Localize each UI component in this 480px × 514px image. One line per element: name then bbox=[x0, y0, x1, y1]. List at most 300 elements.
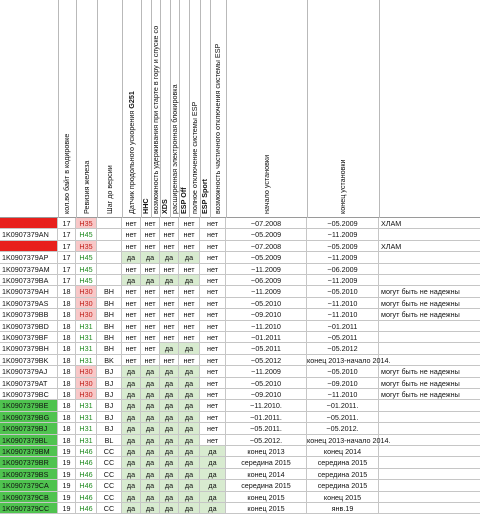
cell-note: могут быть не надежны bbox=[379, 309, 480, 320]
cell-step: BH bbox=[97, 343, 122, 354]
cell-bytes: 18 bbox=[58, 435, 76, 446]
cell-xds: да bbox=[160, 275, 179, 286]
cell-start: ~09.2010 bbox=[226, 309, 307, 320]
cell-step: BL bbox=[97, 435, 122, 446]
cell-off: да bbox=[179, 446, 200, 457]
cell-pn: 1K0907379BB bbox=[0, 309, 58, 320]
cell-bytes: 17 bbox=[58, 218, 76, 229]
cell-bytes: 18 bbox=[58, 286, 76, 297]
table-row bbox=[0, 480, 480, 491]
cell-bytes: 19 bbox=[58, 469, 76, 480]
cell-g251: да bbox=[122, 275, 141, 286]
header-label: возможность частичного отключения системы ESP bbox=[213, 43, 222, 214]
cell-g251: да bbox=[122, 366, 141, 377]
cell-g251: нет bbox=[122, 309, 141, 320]
cell-pn: 1K0907379BH bbox=[0, 343, 58, 354]
cell-g251: нет bbox=[122, 241, 141, 252]
header-h_end bbox=[307, 0, 379, 218]
cell-start: конец 2014 bbox=[226, 469, 307, 480]
header-h_espsport2 bbox=[210, 0, 226, 218]
header-label: кол.во байт в кодировке bbox=[62, 133, 71, 214]
cell-pn: 1K0907379CB bbox=[0, 492, 58, 503]
cell-note bbox=[379, 412, 480, 423]
cell-rev: H46 bbox=[76, 503, 97, 514]
table-row bbox=[0, 412, 480, 423]
cell-pn: 1K0907379AP bbox=[0, 252, 58, 263]
table-row bbox=[0, 252, 480, 263]
cell-note: могут быть не надежны bbox=[379, 366, 480, 377]
cell-rev: H31 bbox=[76, 400, 97, 411]
cell-hhc: нет bbox=[141, 332, 160, 343]
cell-hhc: да bbox=[141, 469, 160, 480]
cell-off: да bbox=[179, 389, 200, 400]
cell-rev: H31 bbox=[76, 332, 97, 343]
cell-sport: нет bbox=[200, 298, 226, 309]
header-h_xds bbox=[160, 0, 170, 218]
cell-rev: H30 bbox=[76, 309, 97, 320]
table-row bbox=[0, 400, 480, 411]
cell-xds: да bbox=[160, 492, 179, 503]
cell-end: ~05.2009 bbox=[307, 241, 379, 252]
cell-start: ~05.2012. bbox=[226, 435, 307, 446]
cell-note bbox=[379, 435, 480, 446]
cell-bytes: 18 bbox=[58, 355, 76, 366]
cell-off: нет bbox=[179, 264, 200, 275]
cell-step bbox=[97, 241, 122, 252]
cell-sport: да bbox=[200, 503, 226, 514]
cell-g251: нет bbox=[122, 264, 141, 275]
cell-bytes: 18 bbox=[58, 309, 76, 320]
cell-xds: нет bbox=[160, 321, 179, 332]
cell-end: ~01.2011. bbox=[307, 400, 379, 411]
cell-sport: нет bbox=[200, 435, 226, 446]
header-label: ESP Sport bbox=[200, 178, 209, 214]
cell-sport: нет bbox=[200, 321, 226, 332]
cell-bytes: 18 bbox=[58, 412, 76, 423]
cell-start: конец 2013 bbox=[226, 446, 307, 457]
cell-step: BJ bbox=[97, 423, 122, 434]
cell-xds: нет bbox=[160, 298, 179, 309]
cell-rev: H31 bbox=[76, 412, 97, 423]
cell-rev: H31 bbox=[76, 435, 97, 446]
cell-g251: да bbox=[122, 378, 141, 389]
cell-hhc: да bbox=[141, 275, 160, 286]
cell-end: ~05.2009 bbox=[307, 218, 379, 229]
cell-off: нет bbox=[179, 321, 200, 332]
cell-start: ~11.2010 bbox=[226, 321, 307, 332]
cell-start: ~05.2009 bbox=[226, 252, 307, 263]
cell-step bbox=[97, 218, 122, 229]
cell-pn: 1K0907379AT bbox=[0, 378, 58, 389]
header-h_espoff bbox=[179, 0, 189, 218]
cell-sport: да bbox=[200, 469, 226, 480]
cell-start: середина 2015 bbox=[226, 480, 307, 491]
cell-rev: H30 bbox=[76, 366, 97, 377]
cell-hhc: да bbox=[141, 400, 160, 411]
cell-start: ~05.2011. bbox=[226, 423, 307, 434]
cell-bytes: 17 bbox=[58, 229, 76, 240]
cell-hhc: да bbox=[141, 389, 160, 400]
header-h_xds2 bbox=[170, 0, 179, 218]
cell-start: ~09.2010 bbox=[226, 389, 307, 400]
cell-end: середина 2015 bbox=[307, 457, 379, 468]
cell-note bbox=[379, 275, 480, 286]
cell-hhc: нет bbox=[141, 321, 160, 332]
cell-end: середина 2015 bbox=[307, 480, 379, 491]
cell-note bbox=[379, 457, 480, 468]
table-row bbox=[0, 321, 480, 332]
cell-start: ~01.2011. bbox=[226, 412, 307, 423]
cell-sport: нет bbox=[200, 378, 226, 389]
cell-start: конец 2015 bbox=[226, 503, 307, 514]
cell-xds: да bbox=[160, 343, 179, 354]
cell-sport: нет bbox=[200, 332, 226, 343]
cell-off: да bbox=[179, 343, 200, 354]
cell-bytes: 19 bbox=[58, 446, 76, 457]
cell-note bbox=[379, 321, 480, 332]
cell-xds: да bbox=[160, 469, 179, 480]
cell-xds: да bbox=[160, 378, 179, 389]
cell-hhc: да bbox=[141, 503, 160, 514]
cell-end: ~11.2010 bbox=[307, 298, 379, 309]
cell-end: ~05.2010 bbox=[307, 286, 379, 297]
table-row bbox=[0, 492, 480, 503]
cell-g251: да bbox=[122, 480, 141, 491]
table-row bbox=[0, 275, 480, 286]
table-header bbox=[0, 0, 480, 218]
cell-note bbox=[379, 423, 480, 434]
cell-step: CC bbox=[97, 480, 122, 491]
cell-step bbox=[97, 252, 122, 263]
cell-off: да bbox=[179, 457, 200, 468]
cell-step: BJ bbox=[97, 378, 122, 389]
table-row bbox=[0, 332, 480, 343]
cell-end: ~11.2010 bbox=[307, 309, 379, 320]
cell-off: да bbox=[179, 503, 200, 514]
cell-sport: да bbox=[200, 446, 226, 457]
cell-hhc: нет bbox=[141, 264, 160, 275]
cell-end: ~01.2011 bbox=[307, 321, 379, 332]
cell-end: ~05.2010 bbox=[307, 366, 379, 377]
cell-step: BJ bbox=[97, 412, 122, 423]
cell-g251: нет bbox=[122, 298, 141, 309]
cell-off: нет bbox=[179, 355, 200, 366]
cell-rev: H31 bbox=[76, 423, 97, 434]
header-label: XDS bbox=[160, 199, 169, 214]
cell-step: BH bbox=[97, 321, 122, 332]
table-row bbox=[0, 241, 480, 252]
cell-off: да bbox=[179, 492, 200, 503]
cell-start: ~01.2011 bbox=[226, 332, 307, 343]
cell-pn: 1K0907379CA bbox=[0, 480, 58, 491]
cell-xds: да bbox=[160, 457, 179, 468]
cell-xds: нет bbox=[160, 229, 179, 240]
cell-step: CC bbox=[97, 469, 122, 480]
cell-xds: нет bbox=[160, 241, 179, 252]
cell-sport: нет bbox=[200, 252, 226, 263]
cell-hhc: нет bbox=[141, 355, 160, 366]
table-row bbox=[0, 366, 480, 377]
cell-start: ~07.2008 bbox=[226, 241, 307, 252]
cell-start: ~11.2009 bbox=[226, 366, 307, 377]
header-h_start bbox=[226, 0, 307, 218]
cell-sport: да bbox=[200, 480, 226, 491]
cell-pn: 1K0907379BF bbox=[0, 332, 58, 343]
cell-step: BJ bbox=[97, 389, 122, 400]
cell-off: да bbox=[179, 378, 200, 389]
cell-hhc: нет bbox=[141, 218, 160, 229]
cell-off: да bbox=[179, 423, 200, 434]
table-row bbox=[0, 298, 480, 309]
cell-rev: H30 bbox=[76, 286, 97, 297]
table-row bbox=[0, 469, 480, 480]
cell-hhc: да bbox=[141, 480, 160, 491]
cell-hhc: нет bbox=[141, 229, 160, 240]
cell-sport: нет bbox=[200, 423, 226, 434]
cell-sport: нет bbox=[200, 229, 226, 240]
cell-pn: 1K0907379BA bbox=[0, 275, 58, 286]
cell-bytes: 18 bbox=[58, 423, 76, 434]
header-label: Шаг до версии bbox=[104, 165, 114, 214]
cell-off: нет bbox=[179, 218, 200, 229]
cell-xds: нет bbox=[160, 218, 179, 229]
cell-step: BK bbox=[97, 355, 122, 366]
cell-note bbox=[379, 264, 480, 275]
header-h_hhc bbox=[141, 0, 151, 218]
cell-g251: нет bbox=[122, 343, 141, 354]
cell-g251: да bbox=[122, 469, 141, 480]
header-h_hhc2 bbox=[151, 0, 160, 218]
cell-pn: 1K0907379AS bbox=[0, 298, 58, 309]
header-h_bytes bbox=[58, 0, 76, 218]
cell-start: ~05.2012 bbox=[226, 355, 307, 366]
cell-pn: 1K0907379BE bbox=[0, 400, 58, 411]
cell-pn: 1K0907379AN bbox=[0, 229, 58, 240]
header-label: Датчик продольного ускорения G251 bbox=[126, 91, 136, 214]
cell-sport: да bbox=[200, 492, 226, 503]
table-row bbox=[0, 435, 480, 446]
cell-off: нет bbox=[179, 298, 200, 309]
cell-end: ~11.2010 bbox=[307, 389, 379, 400]
cell-step: BH bbox=[97, 286, 122, 297]
cell-g251: да bbox=[122, 457, 141, 468]
cell-rev: H45 bbox=[76, 275, 97, 286]
cell-rev: H31 bbox=[76, 343, 97, 354]
cell-end: ~05.2012 bbox=[307, 343, 379, 354]
cell-xds: да bbox=[160, 503, 179, 514]
cell-rev: H30 bbox=[76, 298, 97, 309]
cell-hhc: да bbox=[141, 423, 160, 434]
cell-rev: H31 bbox=[76, 321, 97, 332]
header-h_espoff2 bbox=[189, 0, 200, 218]
cell-bytes: 18 bbox=[58, 298, 76, 309]
cell-pn: 1K0907379BR bbox=[0, 457, 58, 468]
cell-xds: нет bbox=[160, 355, 179, 366]
header-label: Ревизия железа bbox=[81, 160, 91, 214]
cell-rev: H45 bbox=[76, 229, 97, 240]
cell-off: да bbox=[179, 275, 200, 286]
cell-start: ~07.2008 bbox=[226, 218, 307, 229]
cell-g251: нет bbox=[122, 321, 141, 332]
cell-xds: да bbox=[160, 412, 179, 423]
cell-rev: H45 bbox=[76, 252, 97, 263]
cell-note bbox=[379, 332, 480, 343]
cell-hhc: да bbox=[141, 435, 160, 446]
cell-step: CC bbox=[97, 446, 122, 457]
cell-start: ~05.2010 bbox=[226, 378, 307, 389]
cell-end: ~05.2011. bbox=[307, 412, 379, 423]
table-row bbox=[0, 343, 480, 354]
cell-bytes: 19 bbox=[58, 457, 76, 468]
cell-bytes: 18 bbox=[58, 366, 76, 377]
cell-start: середина 2015 bbox=[226, 457, 307, 468]
cell-off: нет bbox=[179, 241, 200, 252]
cell-step: BH bbox=[97, 332, 122, 343]
cell-end: конец 2014 bbox=[307, 446, 379, 457]
table-row bbox=[0, 503, 480, 514]
header-label: расширенная электронная блокировка bbox=[169, 84, 179, 214]
table-row bbox=[0, 389, 480, 400]
cell-g251: нет bbox=[122, 229, 141, 240]
cell-g251: нет bbox=[122, 332, 141, 343]
cell-g251: да bbox=[122, 400, 141, 411]
table-row bbox=[0, 309, 480, 320]
cell-note bbox=[379, 480, 480, 491]
cell-start: конец 2015 bbox=[226, 492, 307, 503]
cell-sport: нет bbox=[200, 343, 226, 354]
cell-g251: нет bbox=[122, 355, 141, 366]
cell-hhc: нет bbox=[141, 343, 160, 354]
cell-g251: да bbox=[122, 423, 141, 434]
cell-start: ~05.2009 bbox=[226, 229, 307, 240]
header-label: полное отключение системы ESP bbox=[189, 101, 199, 214]
cell-sport: нет bbox=[200, 366, 226, 377]
cell-pn: 1K0907379BS bbox=[0, 469, 58, 480]
cell-hhc: нет bbox=[141, 241, 160, 252]
cell-note: ХЛАМ bbox=[379, 241, 480, 252]
cell-bytes: 17 bbox=[58, 241, 76, 252]
cell-end: ~05.2011 bbox=[307, 332, 379, 343]
cell-end: ~09.2010 bbox=[307, 378, 379, 389]
cell-pn: 1K0907379BL bbox=[0, 435, 58, 446]
cell-pn: 1K0907379BJ bbox=[0, 423, 58, 434]
cell-rev: H46 bbox=[76, 480, 97, 491]
cell-start: ~11.2010. bbox=[226, 400, 307, 411]
cell-pn: 1K0907379BM bbox=[0, 446, 58, 457]
cell-xds: да bbox=[160, 423, 179, 434]
cell-rev: H46 bbox=[76, 446, 97, 457]
table-row bbox=[0, 355, 480, 366]
cell-bytes: 18 bbox=[58, 343, 76, 354]
cell-rev: H30 bbox=[76, 378, 97, 389]
cell-off: да bbox=[179, 480, 200, 491]
cell-end: ~05.2012. bbox=[307, 423, 379, 434]
cell-bytes: 18 bbox=[58, 321, 76, 332]
cell-hhc: нет bbox=[141, 286, 160, 297]
cell-pn: 1K0907379AH bbox=[0, 286, 58, 297]
cell-note bbox=[379, 446, 480, 457]
cell-xds: нет bbox=[160, 286, 179, 297]
cell-note bbox=[379, 400, 480, 411]
cell-rev: H46 bbox=[76, 469, 97, 480]
cell-step: CC bbox=[97, 492, 122, 503]
header-h_rev bbox=[76, 0, 97, 218]
cell-end: конец 2013-начало 2014. bbox=[307, 355, 391, 365]
cell-off: нет bbox=[179, 309, 200, 320]
cell-sport: да bbox=[200, 457, 226, 468]
cell-sport: нет bbox=[200, 400, 226, 411]
cell-pn: 1K0907379AM bbox=[0, 264, 58, 275]
cell-g251: да bbox=[122, 492, 141, 503]
table-row bbox=[0, 423, 480, 434]
table-row bbox=[0, 264, 480, 275]
cell-pn: 1K0907379BC bbox=[0, 389, 58, 400]
cell-off: нет bbox=[179, 332, 200, 343]
cell-bytes: 18 bbox=[58, 400, 76, 411]
cell-g251: да bbox=[122, 412, 141, 423]
cell-hhc: да bbox=[141, 446, 160, 457]
cell-hhc: да bbox=[141, 457, 160, 468]
cell-end: середина 2015 bbox=[307, 469, 379, 480]
cell-bytes: 19 bbox=[58, 480, 76, 491]
cell-off: да bbox=[179, 366, 200, 377]
cell-sport: нет bbox=[200, 389, 226, 400]
cell-bytes: 17 bbox=[58, 252, 76, 263]
cell-xds: да bbox=[160, 366, 179, 377]
cell-sport: нет bbox=[200, 275, 226, 286]
cell-note: ХЛАМ bbox=[379, 218, 480, 229]
cell-pn: 1K0907379AM bbox=[0, 241, 58, 252]
cell-step bbox=[97, 229, 122, 240]
cell-xds: да bbox=[160, 446, 179, 457]
cell-g251: да bbox=[122, 435, 141, 446]
cell-g251: нет bbox=[122, 218, 141, 229]
cell-xds: нет bbox=[160, 309, 179, 320]
cell-bytes: 19 bbox=[58, 492, 76, 503]
header-h_espsport bbox=[200, 0, 210, 218]
cell-step: CC bbox=[97, 457, 122, 468]
cell-rev: H45 bbox=[76, 264, 97, 275]
cell-sport: нет bbox=[200, 309, 226, 320]
cell-g251: нет bbox=[122, 286, 141, 297]
cell-end: конец 2015 bbox=[307, 492, 379, 503]
cell-bytes: 18 bbox=[58, 332, 76, 343]
cell-end: ~06.2009 bbox=[307, 264, 379, 275]
table-row bbox=[0, 218, 480, 229]
cell-start: ~11.2009 bbox=[226, 286, 307, 297]
cell-hhc: да bbox=[141, 366, 160, 377]
cell-g251: да bbox=[122, 503, 141, 514]
header-h_step bbox=[97, 0, 122, 218]
cell-start: ~05.2011 bbox=[226, 343, 307, 354]
cell-sport: нет bbox=[200, 286, 226, 297]
cell-rev: H31 bbox=[76, 355, 97, 366]
cell-pn: 1K0907379BG bbox=[0, 412, 58, 423]
cell-xds: да bbox=[160, 252, 179, 263]
cell-note: могут быть не надежны bbox=[379, 378, 480, 389]
cell-end: ~11.2009 bbox=[307, 252, 379, 263]
cell-bytes: 19 bbox=[58, 503, 76, 514]
cell-pn: 1K0907379AN bbox=[0, 218, 58, 229]
cell-hhc: да bbox=[141, 412, 160, 423]
cell-step: BH bbox=[97, 298, 122, 309]
cell-off: да bbox=[179, 252, 200, 263]
cell-sport: нет bbox=[200, 218, 226, 229]
cell-step: BJ bbox=[97, 366, 122, 377]
cell-hhc: да bbox=[141, 492, 160, 503]
cell-xds: нет bbox=[160, 332, 179, 343]
cell-sport: нет bbox=[200, 412, 226, 423]
